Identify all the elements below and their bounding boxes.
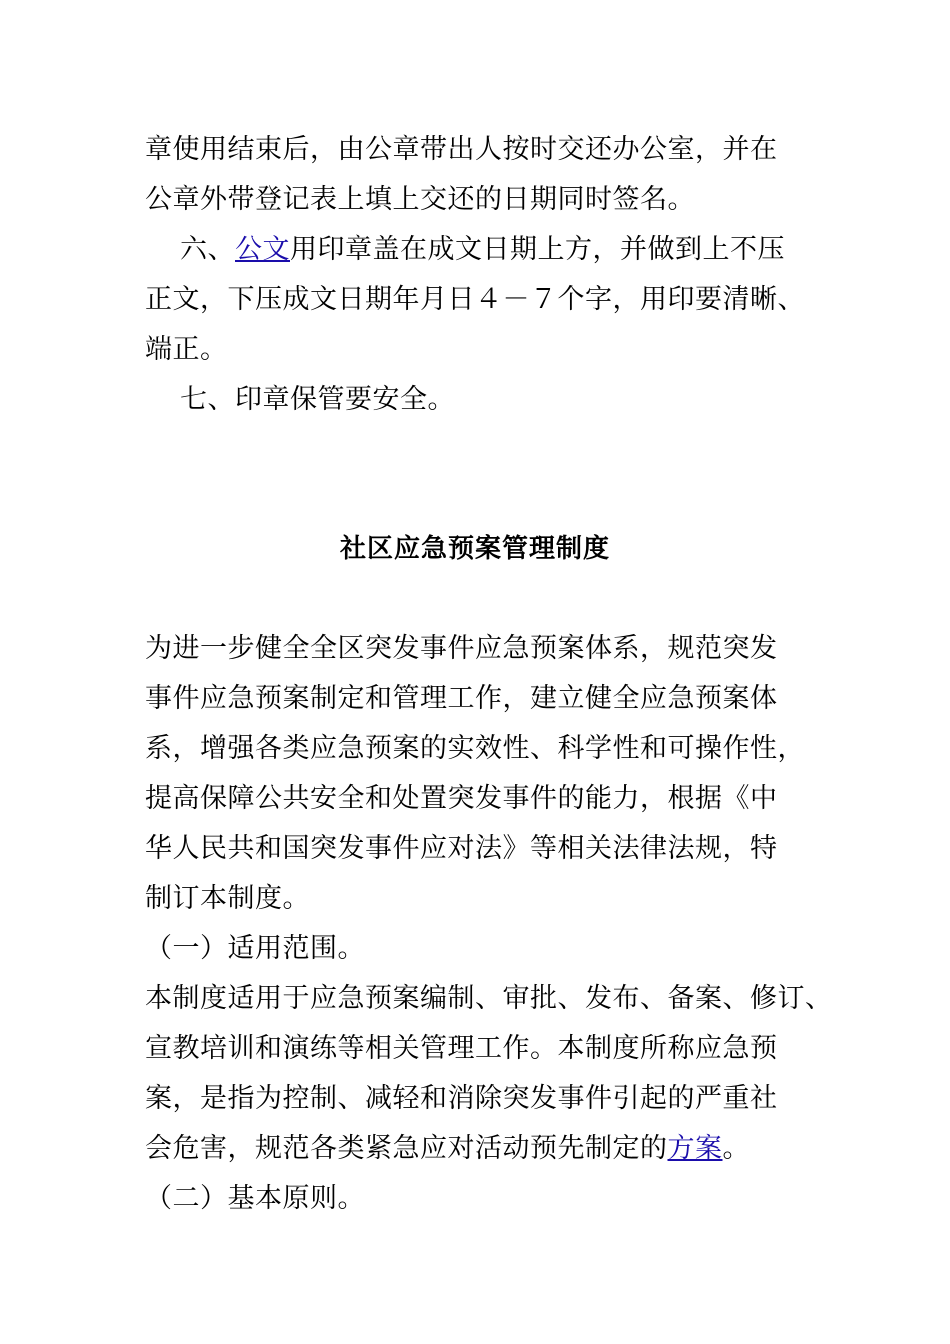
text-span: 会危害，规范各类紧急应对活动预先制定的 [145,1133,668,1164]
text-line: 正文，下压成文日期年月日４－７个字，用印要清晰、 [145,284,805,315]
text-line: 为进一步健全全区突发事件应急预案体系，规范突发 [145,633,778,664]
text-line: 宣教培训和演练等相关管理工作。本制度所称应急预 [145,1033,778,1064]
subheading-scope: （一）适用范围。 [145,933,365,964]
text-line: 提高保障公共安全和处置突发事件的能力，根据《中 [145,783,778,814]
text-line: 端正。 [145,334,228,365]
text-line [145,1132,750,1166]
text-line: 事件应急预案制定和管理工作，建立健全应急预案体 [145,683,778,714]
gongwen-link[interactable]: 公文 [235,234,290,265]
text-line: 华人民共和国突发事件应对法》等相关法律法规，特 [145,833,778,864]
text-line: 案，是指为控制、减轻和消除突发事件引起的严重社 [145,1083,778,1114]
item-number: 六、 [180,234,235,265]
section-title: 社区应急预案管理制度 [339,534,610,564]
text-span: 用印章盖在成文日期上方，并做到上不压 [290,234,785,265]
paragraph-item-7: 七、印章保管要安全。 [180,384,455,415]
fangan-link[interactable]: 方案 [667,1133,723,1164]
text-line: 制订本制度。 [145,883,310,914]
text-line: 系，增强各类应急预案的实效性、科学性和可操作性， [145,733,805,764]
subheading-principles: （二）基本原则。 [145,1183,365,1214]
text-span: 。 [722,1133,750,1164]
paragraph-item-6 [180,233,785,267]
text-line: 本制度适用于应急预案编制、审批、发布、备案、修订、 [145,983,833,1014]
text-line: 章使用结束后，由公章带出人按时交还办公室，并在 [145,134,778,165]
text-line: 公章外带登记表上填上交还的日期同时签名。 [145,184,695,215]
